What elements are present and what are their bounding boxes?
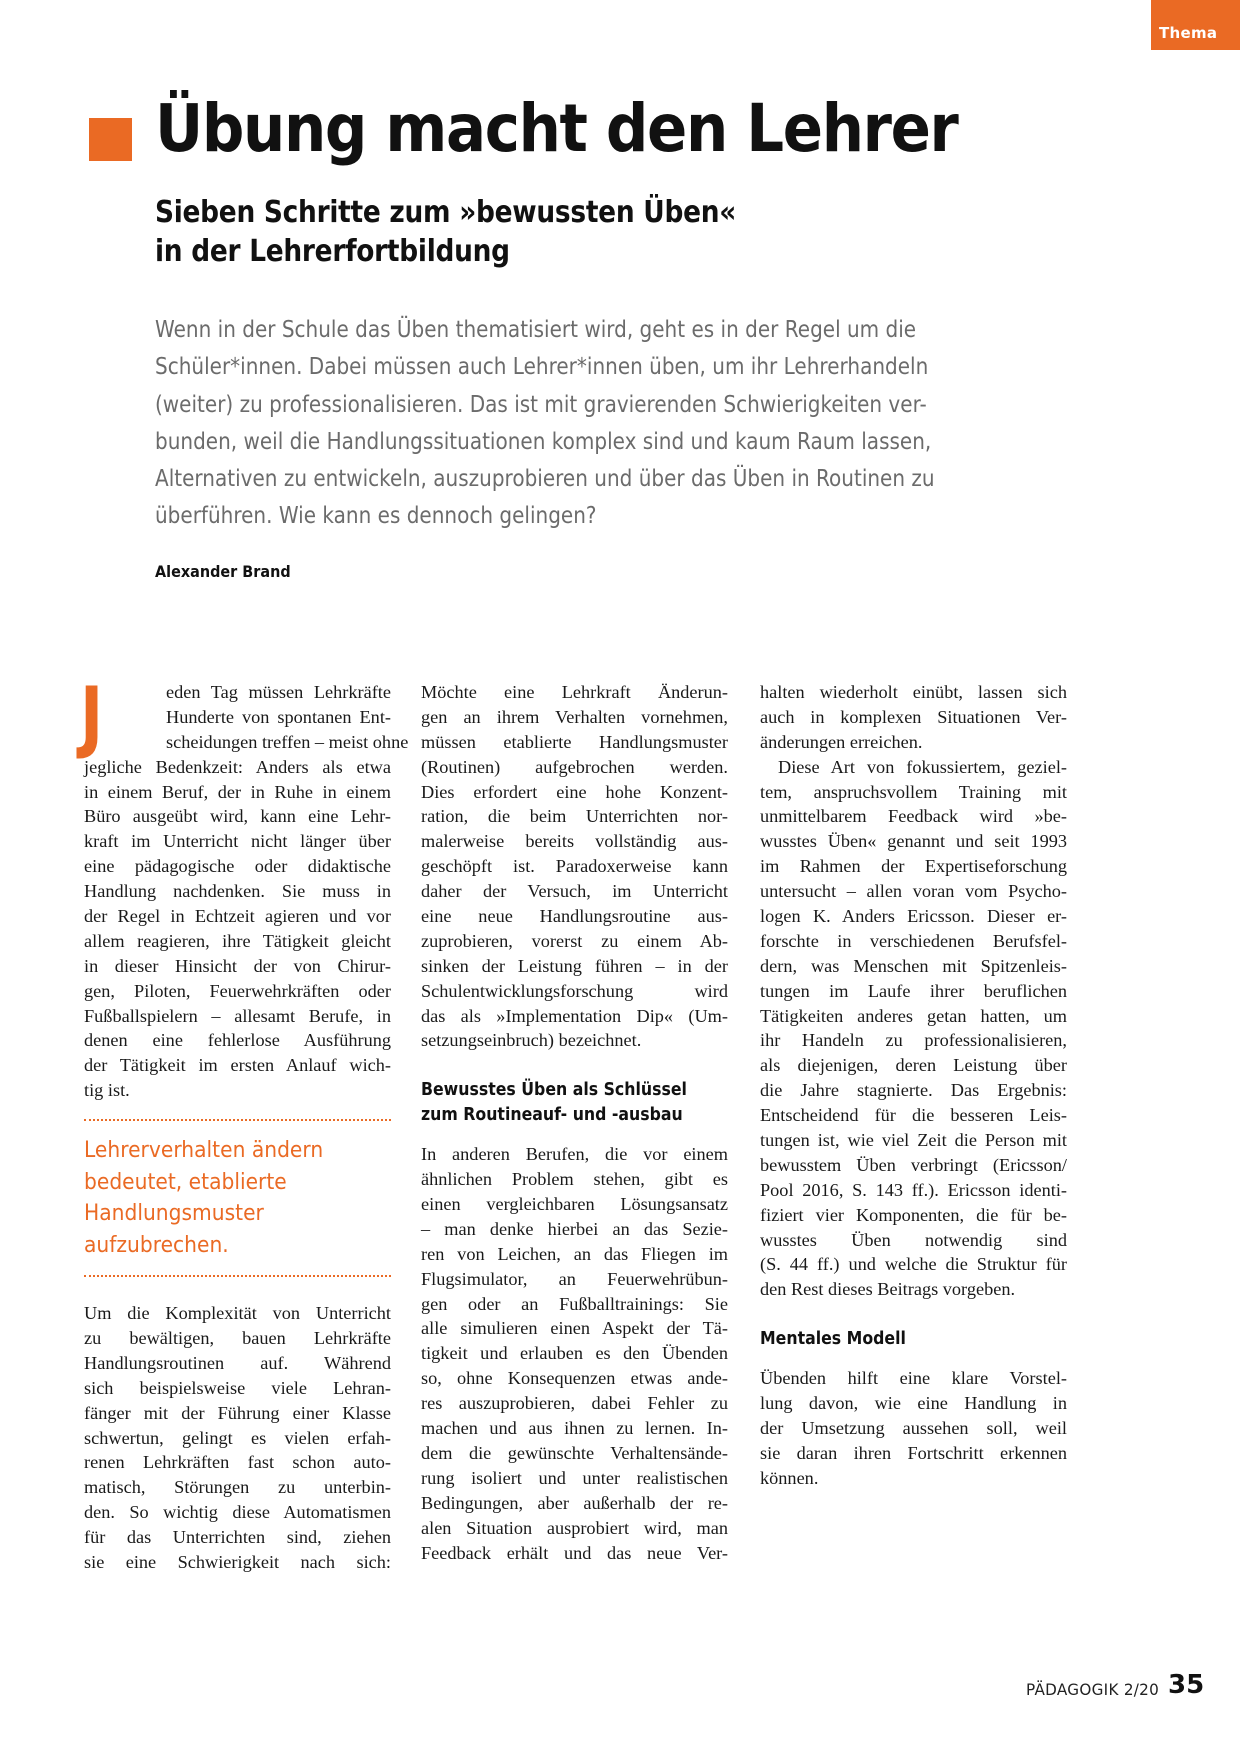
paragraph <box>84 680 409 1103</box>
text-line: müssen etablierte Handlungsmuster <box>421 731 728 752</box>
spacer <box>760 1352 1067 1366</box>
text-line: geschöpft ist. Paradoxerweise kann <box>421 856 728 877</box>
text-line: alle simulieren einen Aspekt der Tä- <box>421 1318 728 1339</box>
abstract-line: Alternativen zu entwickeln, auszuprobieren und über das Üben in Routinen zu <box>155 466 935 493</box>
text-line: res auszuprobieren, dabei Fehler zu <box>421 1393 728 1414</box>
section-heading <box>421 1078 728 1128</box>
text-line: Schulentwicklungsforschung wird <box>421 980 728 1001</box>
text-column-2 <box>421 680 728 1565</box>
pullquote <box>84 1135 391 1261</box>
text-line: lung davon, wie eine Handlung in <box>760 1393 1067 1414</box>
text-line: tem, anspruchsvollem Training mit <box>760 781 1067 802</box>
text-line: Um die Komplexität von Unterricht <box>84 1303 391 1324</box>
text-line: scheidungen treffen – meist ohne <box>166 731 409 752</box>
text-line: tig ist. <box>84 1080 130 1101</box>
subtitle-line: Sieben Schritte zum »bewussten Üben« <box>155 195 737 230</box>
text-line: zuprobieren, vorerst zu einem Ab- <box>421 930 728 951</box>
heading-line: Bewusstes Üben als Schlüssel <box>421 1080 687 1101</box>
publication-label: PÄDAGOGIK 2/20 <box>1026 1680 1160 1699</box>
text-line: für das Unterrichten sind, ziehen <box>84 1527 391 1548</box>
text-line: forschte in verschiedenen Berufsfel- <box>760 930 1067 951</box>
text-line: sich beispielsweise viele Lehran- <box>84 1377 391 1398</box>
text-line: der Regel in Echtzeit agieren und vor <box>84 906 391 927</box>
text-line: dem die gewünschte Verhaltensände- <box>421 1442 728 1463</box>
text-line: Tätigkeiten anderes getan hatten, um <box>760 1005 1067 1026</box>
subtitle-line: in der Lehrerfortbildung <box>155 234 510 269</box>
text-line: Bedingungen, aber außerhalb der re- <box>421 1492 728 1513</box>
abstract-line: Schüler*innen. Dabei müssen auch Lehrer*innen üben, um ihr Lehrerhandeln <box>155 354 929 381</box>
text-line: im Rahmen der Expertiseforschung <box>760 856 1067 877</box>
text-line: änderungen erreichen. <box>760 731 923 752</box>
text-line: denen eine fehlerlose Ausführung <box>84 1030 391 1051</box>
text-line: können. <box>760 1467 819 1488</box>
text-line: das als »Implementation Dip« (Um- <box>421 1005 728 1026</box>
text-line: alen Situation ausprobiert wird, man <box>421 1517 728 1538</box>
text-line: Hunderte von spontanen Ent- <box>166 706 391 727</box>
text-line: einen vergleichbaren Lösungsansatz <box>421 1194 728 1215</box>
text-line: so, ohne Konsequenzen etwas ande- <box>421 1368 728 1389</box>
text-line: der Umsetzung aussehen soll, weil <box>760 1417 1067 1438</box>
text-line: rung isoliert und unter realistischen <box>421 1467 728 1488</box>
text-line: gen oder an Fußballtrainings: Sie <box>421 1293 728 1314</box>
text-line: Pool 2016, S. 143 ff.). Ericsson identi- <box>760 1179 1067 1200</box>
section-heading: Mentales Modell <box>760 1329 906 1350</box>
text-line: tigkeit und erlauben es den Übenden <box>421 1343 728 1364</box>
text-line: Feedback erhält und das neue Ver- <box>421 1542 728 1563</box>
text-line: fiziert vier Komponenten, die für be- <box>760 1204 1067 1225</box>
section-tab: Thema <box>1151 0 1240 50</box>
pullquote-divider-bottom <box>84 1275 391 1277</box>
text-line: In anderen Berufen, die vor einem <box>421 1144 728 1165</box>
text-line: die Jahre stagnierte. Das Ergebnis: <box>760 1080 1067 1101</box>
text-line: ihr Handeln zu professionalisieren, <box>760 1030 1067 1051</box>
author-name: Alexander Brand <box>155 562 291 581</box>
paragraph <box>760 680 1067 755</box>
paragraph <box>760 755 1067 1303</box>
abstract-line: Wenn in der Schule das Üben thematisiert wird, geht es in der Regel um die <box>155 317 917 343</box>
pullquote-line: Lehrerverhalten ändern <box>84 1137 324 1164</box>
text-line: gen, Piloten, Feuerwehrkräften oder <box>84 980 391 1001</box>
text-line: Fußballspielern – allesamt Berufe, in <box>84 1005 391 1026</box>
article-subtitle <box>155 193 736 271</box>
abstract-line: bunden, weil die Handlungssituationen komplex sind und kaum Raum lassen, <box>155 428 932 455</box>
page-number: 35 <box>1168 1670 1205 1700</box>
text-line: renen Lehrkräften fast schon auto- <box>84 1452 391 1473</box>
text-line: ähnlichen Problem stehen, gibt es <box>421 1169 728 1190</box>
heading-line: zum Routineauf- und -ausbau <box>421 1105 683 1126</box>
text-line: kraft im Unterricht nicht länger über <box>84 831 391 852</box>
pullquote-line: bedeutet, etablierte <box>84 1168 287 1195</box>
text-line: Diese Art von fokussiertem, geziel- <box>778 756 1067 777</box>
text-line: wusstes Üben notwendig sind <box>760 1229 1067 1250</box>
text-line: (S. 44 ff.) und welche die Struktur für <box>760 1254 1067 1275</box>
text-line: bewusstem Üben verbringt (Ericsson/ <box>760 1154 1067 1175</box>
spacer <box>760 1302 1067 1327</box>
text-line: wusstes Üben« genannt und seit 1993 <box>760 831 1067 852</box>
spacer <box>421 1053 728 1078</box>
text-line: ration, die beim Unterrichten nor- <box>421 806 728 827</box>
text-line: unmittelbarem Feedback wird »be- <box>760 806 1067 827</box>
text-line: setzungseinbruch) bezeichnet. <box>421 1030 642 1051</box>
text-line: als diejenigen, deren Leistung über <box>760 1055 1067 1076</box>
text-line: in einem Beruf, der in Ruhe in einem <box>84 781 391 802</box>
text-line: Flugsimulator, an Feuerwehrübun- <box>421 1268 728 1289</box>
text-line: tungen ist, wie viel Zeit die Person mit <box>760 1130 1067 1151</box>
text-line: machen und aus ihnen zu lernen. In- <box>421 1418 728 1439</box>
text-line: eine pädagogische oder didaktische <box>84 856 391 877</box>
pullquote-line: aufzubrechen. <box>84 1231 229 1258</box>
text-line: den Rest dieses Beitrags vorgeben. <box>760 1279 1016 1300</box>
text-line: Handlungsroutinen auf. Während <box>84 1352 391 1373</box>
text-line: daher der Versuch, im Unterricht <box>421 881 728 902</box>
text-line: dern, was Menschen mit Spitzenleis- <box>760 955 1067 976</box>
pullquote-line: Handlungsmuster <box>84 1200 264 1227</box>
text-line: halten wiederholt einübt, lassen sich <box>760 682 1067 702</box>
text-line: zu bewältigen, bauen Lehrkräfte <box>84 1328 391 1349</box>
text-line: der Tätigkeit im ersten Anlauf wich- <box>84 1055 391 1076</box>
text-line: gen an ihrem Verhalten vornehmen, <box>421 706 728 727</box>
text-line: schwertun, gelingt es vielen erfah- <box>84 1427 391 1448</box>
text-line: allem reagieren, ihre Tätigkeit gleicht <box>84 930 391 951</box>
paragraph <box>421 1142 728 1565</box>
text-line: Büro ausgeübt wird, kann eine Lehr- <box>84 806 391 827</box>
text-line: auch in komplexen Situationen Ver- <box>760 706 1067 727</box>
pullquote-divider-top <box>84 1119 391 1121</box>
text-line: (Routinen) aufgebrochen werden. <box>421 756 728 777</box>
article-abstract <box>155 312 935 536</box>
paragraph <box>421 680 728 1053</box>
title-marker-square <box>89 118 132 161</box>
text-line: in dieser Hinsicht der von Chirur- <box>84 955 391 976</box>
text-line: untersucht – allen voran vom Psycho- <box>760 881 1067 902</box>
text-line: sie eine Schwierigkeit nach sich: <box>84 1552 391 1573</box>
text-line: tungen im Laufe ihrer beruflichen <box>760 980 1067 1001</box>
text-line: sinken der Leistung führen – in der <box>421 955 728 976</box>
text-column-3 <box>760 680 1067 1491</box>
text-line: Dies erfordert eine hohe Konzent- <box>421 781 728 802</box>
drop-cap: J <box>80 672 104 762</box>
article-title: Übung macht den Lehrer <box>155 90 958 167</box>
text-line: malerweise bereits vollständig aus- <box>421 831 728 852</box>
text-line: Übenden hilft eine klare Vorstel- <box>760 1368 1067 1389</box>
text-line: jegliche Bedenkzeit: Anders als etwa <box>84 756 391 777</box>
text-line: den. So wichtig diese Automatismen <box>84 1502 391 1523</box>
text-line: ren von Leichen, an das Fliegen im <box>421 1243 728 1264</box>
text-line: sie daran ihren Fortschritt erkennen <box>760 1442 1067 1463</box>
text-line: Entscheidend für die besseren Leis- <box>760 1105 1067 1126</box>
abstract-line: überführen. Wie kann es dennoch gelingen? <box>155 503 597 530</box>
text-line: Möchte eine Lehrkraft Änderun- <box>421 682 728 702</box>
text-line: eine neue Handlungsroutine aus- <box>421 906 728 927</box>
text-line: – man denke hierbei an das Sezie- <box>421 1218 728 1239</box>
text-line: fänger mit der Führung einer Klasse <box>84 1402 391 1423</box>
text-line: eden Tag müssen Lehrkräfte <box>166 682 391 702</box>
paragraph <box>84 1301 391 1575</box>
text-line: Handlung nachdenken. Sie muss in <box>84 881 391 902</box>
text-column-1 <box>80 672 409 1575</box>
paragraph <box>760 1366 1067 1490</box>
abstract-line: (weiter) zu professionalisieren. Das ist mit gravierenden Schwierigkeiten ver- <box>155 391 927 418</box>
text-line: logen K. Anders Ericsson. Dieser er- <box>760 906 1067 927</box>
spacer <box>421 1128 728 1142</box>
text-line: matisch, Störungen zu unterbin- <box>84 1477 391 1498</box>
